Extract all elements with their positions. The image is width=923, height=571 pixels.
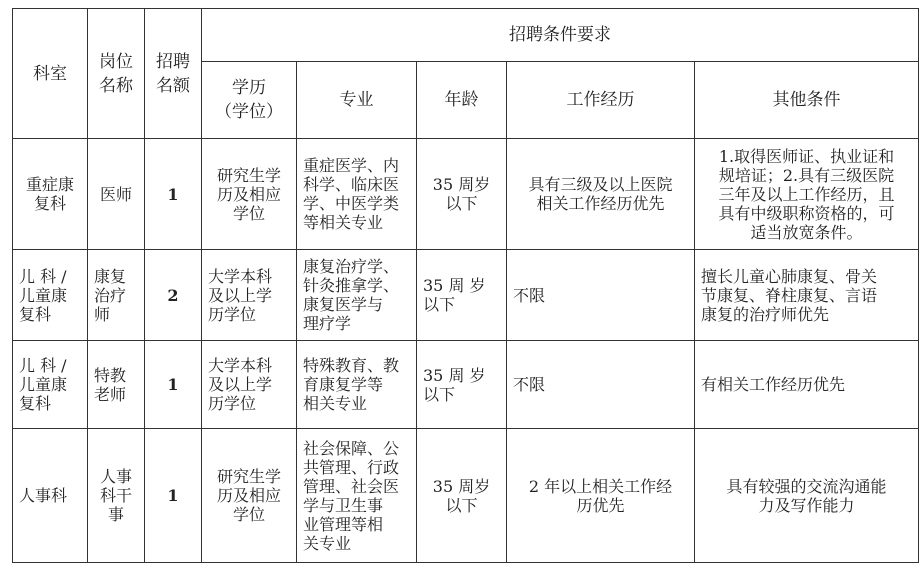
cell-education: 研究生学 历及相应 学位 [202,139,297,250]
cell-age: 35 周 岁 以下 [417,341,507,429]
cell-experience: 具有三级及以上医院 相关工作经历优先 [507,139,695,250]
cell-position: 特教 老师 [88,341,145,429]
cell-department: 儿 科 / 儿童康 复科 [13,341,88,429]
cell-department: 人事科 [13,429,88,563]
table-row [13,250,919,341]
cell-position: 人事 科干 事 [88,429,145,563]
header-other: 其他条件 [695,62,919,139]
header-requirements: 招聘条件要求 [202,9,919,62]
cell-major: 特殊教育、教 育康复学等 相关专业 [297,341,417,429]
cell-quota: 1 [145,341,202,429]
table-row [13,429,919,563]
cell-experience: 不限 [507,250,695,341]
header-major: 专业 [297,62,417,139]
cell-education: 大学本科 及以上学 历学位 [202,250,297,341]
header-row-1 [13,9,919,62]
cell-position: 医师 [88,139,145,250]
header-age: 年龄 [417,62,507,139]
cell-education: 大学本科 及以上学 历学位 [202,341,297,429]
cell-other: 具有较强的交流沟通能 力及写作能力 [695,429,919,563]
cell-major: 重症医学、内 科学、临床医 学、中医学类 等相关专业 [297,139,417,250]
table-row [13,341,919,429]
cell-quota: 1 [145,139,202,250]
header-department: 科室 [13,9,88,139]
cell-age: 35 周岁 以下 [417,429,507,563]
cell-department: 儿 科 / 儿童康 复科 [13,250,88,341]
cell-other: 1.取得医师证、执业证和 规培证；2.具有三级医院 三年及以上工作经历，且 具有中级职称资格的，可 适当放宽条件。 [695,139,919,250]
table-row [13,139,919,250]
header-education: 学历 （学位） [202,62,297,139]
recruitment-table [12,8,919,563]
cell-other: 擅长儿童心肺康复、骨关 节康复、脊柱康复、言语 康复的治疗师优先 [695,250,919,341]
cell-position: 康复 治疗 师 [88,250,145,341]
header-experience: 工作经历 [507,62,695,139]
cell-age: 35 周岁 以下 [417,139,507,250]
cell-experience: 不限 [507,341,695,429]
cell-age: 35 周 岁 以下 [417,250,507,341]
cell-other: 有相关工作经历优先 [695,341,919,429]
cell-experience: 2 年以上相关工作经 历优先 [507,429,695,563]
cell-major: 康复治疗学、 针灸推拿学、 康复医学与 理疗学 [297,250,417,341]
cell-department: 重症康 复科 [13,139,88,250]
header-position: 岗位 名称 [88,9,145,139]
cell-quota: 2 [145,250,202,341]
cell-major: 社会保障、公 共管理、行政 管理、社会医 学与卫生事 业管理等相 关专业 [297,429,417,563]
cell-quota: 1 [145,429,202,563]
header-quota: 招聘 名额 [145,9,202,139]
cell-education: 研究生学 历及相应 学位 [202,429,297,563]
